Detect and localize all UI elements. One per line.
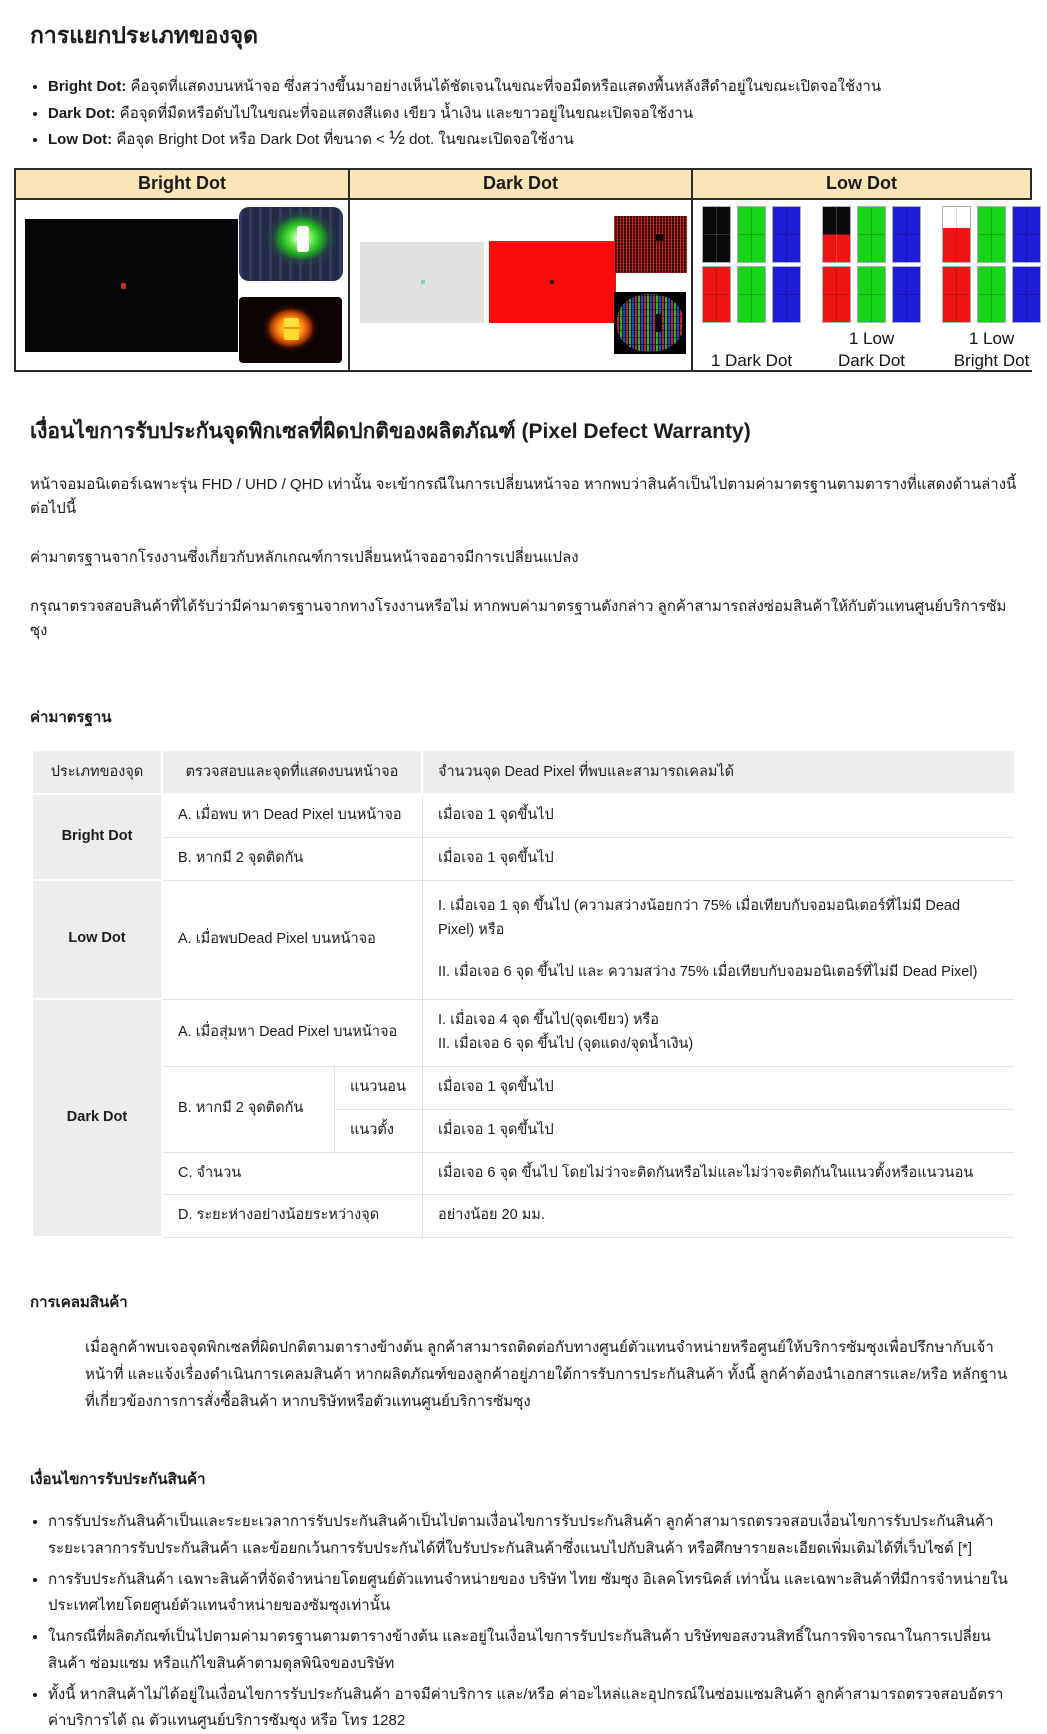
dark-check-d: D. ระยะห่างอย่างน้อยระหว่างจุด [163, 1195, 423, 1238]
bright-dot-orange-closeup-image [239, 297, 342, 363]
pixel-blue [772, 206, 801, 263]
standards-table [33, 751, 1014, 1239]
bright-dot-screen-image [25, 219, 238, 352]
bright-dot-column-header: Bright Dot [16, 170, 350, 200]
dead-subpixel-gap [655, 314, 662, 332]
group-label [702, 326, 801, 372]
pixel-green [977, 266, 1006, 323]
group-label [822, 326, 921, 372]
standards-table-label: ค่ามาตรฐาน [30, 708, 112, 726]
list-item [48, 1624, 1017, 1677]
dark-check-b: B. หากมี 2 จุดติดกัน [163, 1067, 335, 1153]
warranty-conditions-title: เงื่อนไขการรับประกันสินค้า [30, 1471, 206, 1489]
low-value-a-2: II. เมื่อเจอ 6 จุด ขึ้นไป และ ความสว่าง 75% เมื่อเทียบกับจอมอนิเตอร์ที่ไม่มี Dead Pixel) [438, 963, 978, 980]
pixel-row [702, 206, 801, 263]
low-value-a [423, 881, 1014, 1000]
orange-pixel-core [284, 318, 299, 340]
group-label [942, 326, 1041, 372]
low-dot-example-1-dark-dot [702, 206, 801, 372]
pixel-blue [772, 266, 801, 323]
warranty-paragraph-3: กรุณาตรวจสอบสินค้าที่ได้รับว่ามีค่ามาตรฐานจากทางโรงงานหรือไม่ หากพบค่ามาตรฐานดังกล่าว ลูกค้าสามารถส่งซ่อมสินค้าให้กับตัวแทนศูนย์บริการซัมซุง [30, 597, 1007, 639]
low-dot-type-cell: Low Dot [33, 881, 163, 1000]
warranty-paragraph-2: ค่ามาตรฐานจากโรงงานซึ่งเกี่ยวกับหลักเกณฑ์การเปลี่ยนหน้าจออาจมีการเปลี่ยนแปลง [30, 548, 579, 566]
dark-value-b-vertical: เมื่อเจอ 1 จุดขึ้นไป [423, 1110, 1014, 1153]
pixel-green [977, 206, 1006, 263]
list-item [48, 101, 1017, 128]
low-dot-example-cell [693, 200, 1047, 370]
low-dot-definition: คือจุด Bright Dot หรือ Dark Dot ที่ขนาด < [112, 131, 390, 149]
table-row [33, 795, 1014, 838]
pixel-green [857, 206, 886, 263]
warranty-bullet-3: ในกรณีที่ผลิตภัณฑ์เป็นไปตามค่ามาตรฐานตามตารางข้างต้น และอยู่ในเงื่อนไขการรับประกันสินค้า บริษัทขอสงวนสิทธิ์ในการพิจารณาในการเปลี่ยนสินค้า ซ่อมแซม หรือแก้ไขสินค้าตามดุลพินิจของบริษัท [48, 1628, 991, 1672]
dark-dot-red-screen-image [489, 241, 616, 323]
group-label-line2: Dark Dot [837, 351, 906, 371]
dark-dot-example-cell [350, 200, 693, 370]
pixel-row [822, 266, 921, 323]
list-item [48, 127, 1017, 154]
dark-dot-white-screen-image [360, 242, 484, 323]
bright-red-pixel-dot [121, 283, 126, 289]
pixel-blue [892, 206, 921, 263]
table-row [33, 1195, 1014, 1238]
dot-examples-header-row [16, 170, 1030, 200]
pixel-green [737, 206, 766, 263]
low-dot-example-1-low-bright-dot [942, 206, 1041, 372]
dark-dot-column-header: Dark Dot [350, 170, 693, 200]
green-pixel-core [297, 226, 309, 252]
pixel-green [737, 266, 766, 323]
bright-check-b: B. หากมี 2 จุดติดกัน [163, 838, 423, 881]
pixel-row [942, 206, 1041, 263]
dark-dot-rgb-closeup-image [614, 292, 686, 354]
warranty-conditions-list [30, 1509, 1017, 1734]
rgb-subpixel-pattern [617, 294, 683, 352]
column-header-check: ตรวจสอบและจุดที่แสดงบนหน้าจอ [163, 751, 423, 796]
table-row [33, 1153, 1014, 1196]
table-row [33, 1067, 1014, 1110]
pixel-red [702, 266, 731, 323]
claims-section-title: การเคลมสินค้า [30, 1294, 128, 1312]
list-item [48, 1682, 1017, 1734]
list-item [48, 1509, 1017, 1562]
pixel-row [702, 266, 801, 323]
group-label-line1: 1 Low [848, 329, 895, 349]
dark-check-a: A. เมื่อสุ่มหา Dead Pixel บนหน้าจอ [163, 1000, 423, 1067]
pixel-red [822, 266, 851, 323]
dark-value-b-horizontal: เมื่อเจอ 1 จุดขึ้นไป [423, 1067, 1014, 1110]
dark-value-c: เมื่อเจอ 6 จุด ขึ้นไป โดยไม่ว่าจะติดกันหรือไม่และไม่ว่าจะติดกันในแนวตั้งหรือแนวนอน [423, 1153, 1014, 1196]
pixel-blue [1012, 206, 1041, 263]
claims-paragraph: เมื่อลูกค้าพบเจอจุดพิกเซลที่ผิดปกติตามตารางข้างต้น ลูกค้าสามารถติดต่อกับทางศูนย์ตัวแทนจำหน่ายหรือศูนย์ให้บริการซัมซุงเพื่อปรึกษากับเจ้าหน้าที่ และแจ้งเรื่องดำเนินการเคลมสินค้า หากผลิตภัณฑ์ของลูกค้าอยู่ภายใต้การรับการประกันสินค้า ทั้งนี้ ลูกค้าต้องนำเอกสารและ/หรือ หลักฐานที่เกี่ยวข้องการการสั่งซื้อสินค้า หากบริษัทหรือตัวแทนศูนย์บริการซัมซุง [85, 1339, 1008, 1411]
warranty-section-title: เงื่อนไขการรับประกันจุดพิกเซลที่ผิดปกติของผลิตภัณฑ์ (Pixel Defect Warranty) [30, 420, 751, 444]
pixel-row [822, 206, 921, 263]
low-dot-column-header: Low Dot [693, 170, 1030, 200]
pixel-green [857, 266, 886, 323]
low-dot-term: Low Dot: [48, 131, 113, 149]
low-value-a-1: I. เมื่อเจอ 1 จุด ขึ้นไป (ความสว่างน้อยกว่า 75% เมื่อเทียบกับจอมอนิเตอร์ที่ไม่มี Dead Pixel) หรือ [438, 898, 961, 938]
dead-pixel-spot [656, 234, 663, 241]
dark-pixel-on-white [421, 280, 425, 284]
bright-dot-term: Bright Dot: [48, 78, 127, 95]
dark-value-a [423, 1000, 1014, 1067]
bright-check-a: A. เมื่อพบ หา Dead Pixel บนหน้าจอ [163, 795, 423, 838]
low-dot-example-1-low-dark-dot [822, 206, 921, 372]
bright-dot-type-cell: Bright Dot [33, 795, 163, 881]
pixel-half-dark [822, 206, 851, 263]
warranty-bullet-1: การรับประกันสินค้าเป็นและระยะเวลาการรับประกันสินค้าเป็นไปตามเงื่อนไขการรับประกันสินค้า ลูกค้าสามารถตรวจสอบเงื่อนไขการรับประกันสินค้า ระยะเวลาการรับประกันสินค้า และข้อยกเว้นการรับประกันได้ที่ใบรับประกันสินค้าซึ่งแนบไปกับสินค้า หรือศึกษารายละเอียดเพิ่มเติมได้ที่เว็บไซต์ [*] [48, 1513, 994, 1557]
group-label-line2: Bright Dot [953, 351, 1030, 371]
group-label-line1: 1 Low [968, 329, 1015, 349]
pixel-row [942, 266, 1041, 323]
low-check-a: A. เมื่อพบDead Pixel บนหน้าจอ [163, 881, 423, 1000]
dot-type-list [30, 74, 1017, 154]
dark-value-d: อย่างน้อย 20 มม. [423, 1195, 1014, 1238]
pixel-black [702, 206, 731, 263]
page-title: การแยกประเภทของจุด [30, 22, 259, 48]
dark-value-a-1: I. เมื่อเจอ 4 จุด ขึ้นไป(จุดเขียว) หรือ [438, 1011, 660, 1028]
group-label-line1: 1 Dark Dot [710, 351, 793, 371]
low-dot-definition-end: dot. ในขณะเปิดจอใช้งาน [404, 131, 574, 149]
column-header-dot-type: ประเภทของจุด [33, 751, 163, 796]
dark-check-c: C. จำนวน [163, 1153, 423, 1196]
dark-dot-definition: คือจุดที่มืดหรือดับไปในขณะที่จอแสดงสีแดง เขียว น้ำเงิน และขาวอยู่ในขณะเปิดจอใช้งาน [115, 104, 694, 122]
pixel-half-bright [942, 206, 971, 263]
dark-value-a-2: II. เมื่อเจอ 6 จุด ขึ้นไป (จุดแดง/จุดน้ำเงิน) [438, 1035, 694, 1052]
bright-value-a: เมื่อเจอ 1 จุดขึ้นไป [423, 795, 1014, 838]
bright-dot-definition: คือจุดที่แสดงบนหน้าจอ ซึ่งสว่างขึ้นมาอย่างเห็นได้ชัดเจนในขณะที่จอมืดหรือแสดงพื้นหลังสีดำอยู่ในขณะเปิดจอใช้งาน [126, 78, 882, 95]
table-header-row [33, 751, 1014, 796]
dot-examples-body-row [16, 200, 1030, 370]
dark-check-b-vertical: แนวตั้ง [335, 1110, 423, 1153]
table-row [33, 1000, 1014, 1067]
warranty-bullet-4: ทั้งนี้ หากสินค้าไม่ได้อยู่ในเงื่อนไขการรับประกันสินค้า อาจมีค่าบริการ และ/หรือ ค่าอะไหล่และอุปกรณ์ในซ่อมแซมสินค้า ลูกค้าสามารถตรวจสอบอัตราค่าบริการได้ ณ ตัวแทนศูนย์บริการซัมซุง หรือ โทร 1282 [48, 1685, 1004, 1730]
warranty-paragraph-1: หน้าจอมอนิเตอร์เฉพาะรุ่น FHD / UHD / QHD เท่านั้น จะเข้ากรณีในการเปลี่ยนหน้าจอ หากพบว่าสินค้าเป็นไปตามค่ามาตรฐานตามตารางที่แสดงด้านล่างนี้ต่อไปนี้ [30, 475, 1017, 517]
dark-check-b-horizontal: แนวนอน [335, 1067, 423, 1110]
bright-dot-green-closeup-image [239, 207, 343, 281]
list-item [48, 1567, 1017, 1620]
column-header-claimable: จำนวนจุด Dead Pixel ที่พบและสามารถเคลมได้ [423, 751, 1014, 796]
warranty-bullet-2: การรับประกันสินค้า เฉพาะสินค้าที่จัดจำหน่ายโดยศูนย์ตัวแทนจำหน่ายของ บริษัท ไทย ซัมซุง อิเลคโทรนิคส์ เท่านั้น และเฉพาะสินค้าที่มีการจำหน่ายในประเทศไทยโดยศูนย์ตัวแทนจำหน่ายของซัมซุงเท่านั้น [48, 1570, 1008, 1615]
dot-examples-table [14, 168, 1032, 372]
bright-value-b: เมื่อเจอ 1 จุดขึ้นไป [423, 838, 1014, 881]
pixel-red [942, 266, 971, 323]
dark-dot-term: Dark Dot: [48, 104, 116, 122]
dark-pixel-on-red [550, 280, 554, 284]
dark-dot-type-cell: Dark Dot [33, 1000, 163, 1239]
table-row [33, 838, 1014, 881]
pixel-blue [1012, 266, 1041, 323]
table-row [33, 881, 1014, 1000]
list-item [48, 74, 1017, 101]
pixel-blue [892, 266, 921, 323]
half-fraction: ½ [389, 128, 405, 150]
dark-dot-grid-closeup-image [614, 216, 687, 273]
bright-dot-example-cell [16, 200, 350, 370]
low-dot-groups [693, 200, 1047, 372]
